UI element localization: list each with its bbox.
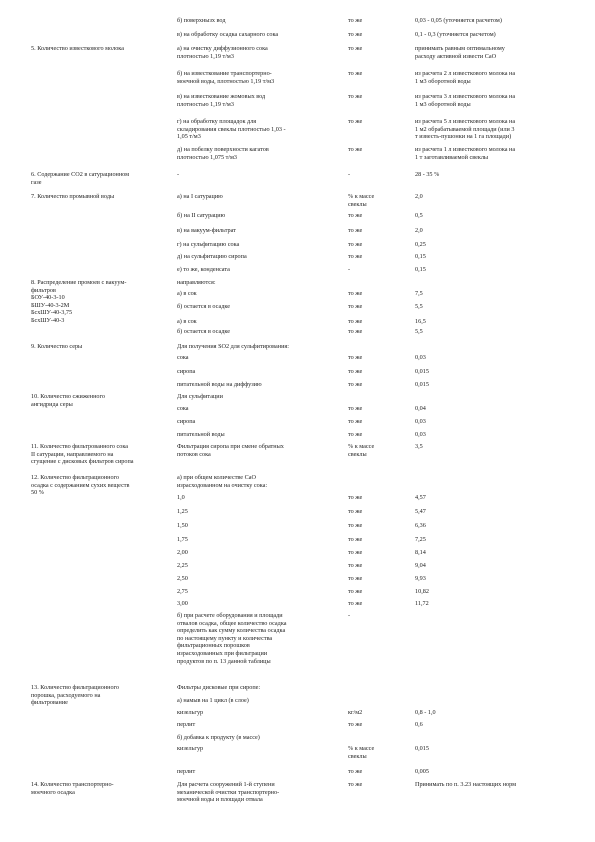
table-cell-c2: питательной воды [177,431,225,438]
table-cell-c2: б) при расчете оборудования и площади отвалов осадка, общее количество осадка определить как сумму количества осадка по настоящему пункту и количества фильтрационных порошков израсходованных при фильтрации продуктов по п. 13 данной таблицы [177,612,287,665]
table-cell-c2: в) на обработку осадка сахарного сока [177,31,279,38]
table-cell-c2: а) при общем количестве CaO израсходованном на очистку сока: [177,474,268,489]
table-cell-c3: то же [348,303,363,310]
table-cell-c3: % к массе свеклы [348,443,375,458]
table-cell-c1: 7. Количество промывной воды [31,193,115,200]
table-cell-c3: то же [348,418,363,425]
table-cell-c2: 2,25 [177,562,188,569]
table-cell-c4: 9,04 [415,562,426,569]
table-cell-c3: то же [348,253,363,260]
table-cell-c2: в) на известкование жомовых вод плотностью 1,19 т/м3 [177,93,266,108]
table-cell-c2: г) на обработку площадок для складирования свеклы плотностью 1,03 - 1,05 т/м3 [177,118,286,141]
table-cell-c1: 6. Содержание CO2 в сатурационном газе [31,171,130,186]
table-cell-c2: 1,0 [177,494,185,501]
table-cell-c2: перлит [177,721,196,728]
table-cell-c1: 12. Количество фильтрационного осадка с содержанием сухих веществ 50 % [31,474,130,497]
table-cell-c2: б) остается в осадке [177,303,230,310]
table-cell-c3: то же [348,588,363,595]
table-cell-c1: 11. Количество фильтрованного сока II сатурации, направляемого на сгущение с дисковых фильтров сиропа [31,443,134,466]
table-cell-c3: % к массе свеклы [348,193,375,208]
table-cell-c3: то же [348,45,363,52]
table-cell-c4: 0,6 [415,721,423,728]
table-cell-c2: б) остается в осадке [177,328,230,335]
table-cell-c2: 3,00 [177,600,188,607]
table-cell-c2: питательной воды на диффузию [177,381,262,388]
table-cell-c4: 0,25 [415,241,426,248]
table-cell-c3: то же [348,290,363,297]
table-cell-c3: то же [348,146,363,153]
table-cell-c2: а) на очистку диффузионного сока плотностью 1,19 т/м3 [177,45,268,60]
table-cell-c4: 5,5 [415,328,423,335]
table-cell-c4: из расчета 1 л известкового молока на 1 т заготавливаемой свеклы [415,146,516,161]
table-cell-c1: 14. Количество транспортерно- моечного осадка [31,781,114,796]
table-cell-c3: то же [348,212,363,219]
table-cell-c2: г) на сульфитацию сока [177,241,240,248]
table-cell-c2: перлит [177,768,196,775]
table-cell-c2: е) то же, конденсата [177,266,230,273]
table-cell-c3: то же [348,93,363,100]
table-cell-c4: 3,5 [415,443,423,450]
table-cell-c2: б) на II сатурацию [177,212,226,219]
table-cell-c4: 6,36 [415,522,426,529]
table-cell-c4: 0,15 [415,253,426,260]
table-cell-c4: принимать равным оптимальному расходу активной извести CaO [415,45,505,60]
table-cell-c1: 9. Количество серы [31,343,83,350]
table-cell-c4: 7,5 [415,290,423,297]
table-cell-c2: направляются: [177,279,216,286]
table-cell-c2: кизельгур [177,745,204,752]
table-cell-c4: из расчета 3 л известкового молока на 1 м3 оборотной воды [415,93,516,108]
table-cell-c3: то же [348,318,363,325]
table-cell-c3: то же [348,781,363,788]
table-cell-c3: то же [348,405,363,412]
table-cell-c4: 0,03 - 0,05 (уточняется расчетом) [415,17,502,24]
table-cell-c4: Принимать по п. 3.23 настоящих норм [415,781,517,788]
table-cell-c4: 5,47 [415,508,426,515]
table-cell-c3: то же [348,575,363,582]
table-cell-c2: а) на I сатурацию [177,193,223,200]
table-cell-c4: 5,5 [415,303,423,310]
table-cell-c3: то же [348,721,363,728]
table-cell-c2: Фильтрация сиропа при смене обратных потоков сока [177,443,284,458]
table-cell-c3: то же [348,328,363,335]
table-cell-c4: 0,1 - 0,3 (уточняется расчетом) [415,31,496,38]
table-cell-c4: из расчета 5 л известкового молока на 1 м2 обрабатываемой площади (или 3 т известь-пушонки на 1 га площади) [415,118,516,141]
table-cell-c3: то же [348,368,363,375]
table-cell-c4: 0,15 [415,266,426,273]
table-cell-c2: кизельгур [177,709,204,716]
table-cell-c3: то же [348,354,363,361]
table-cell-c4: 4,57 [415,494,426,501]
table-cell-c3: то же [348,70,363,77]
table-cell-c4: 0,03 [415,431,426,438]
table-cell-c2: д) на сульфитацию сиропа [177,253,247,260]
table-cell-c2: 1,75 [177,536,188,543]
table-cell-c3: % к массе свеклы [348,745,375,760]
table-cell-c3: то же [348,536,363,543]
table-cell-c3: то же [348,227,363,234]
table-cell-c2: 1,50 [177,522,188,529]
table-cell-c2: а) намыв на 1 цикл (в слое) [177,697,249,704]
table-cell-c2: б) на известкование транспортерно- моечной воды, плотностью 1,19 т/м3 [177,70,275,85]
table-cell-c2: б) поверхнызх вод [177,17,226,24]
table-cell-c3: то же [348,31,363,38]
table-cell-c2: б) добавка к продукту (в массе) [177,734,260,741]
table-cell-c4: 11,72 [415,600,429,607]
table-cell-c4: 0,015 [415,368,429,375]
table-cell-c4: 9,93 [415,575,426,582]
table-cell-c1: 5. Количество известкового молока [31,45,124,52]
table-cell-c4: 10,82 [415,588,429,595]
table-cell-c2: сиропа [177,368,196,375]
table-cell-c2: 2,50 [177,575,188,582]
table-cell-c2: - [177,171,180,178]
table-cell-c4: 0,015 [415,381,429,388]
table-cell-c3: то же [348,494,363,501]
table-cell-c2: в) на вакуум-фильтрат [177,227,236,234]
table-cell-c4: из расчета 2 л известкового молока на 1 м3 оборотной воды [415,70,516,85]
table-cell-c3: то же [348,118,363,125]
table-cell-c4: 0,04 [415,405,426,412]
table-cell-c2: Фильтры дисковые при сиропе: [177,684,261,691]
table-cell-c4: 0,5 [415,212,423,219]
table-cell-c3: то же [348,522,363,529]
table-cell-c4: 28 - 35 % [415,171,440,178]
table-cell-c3: то же [348,17,363,24]
table-cell-c3: то же [348,768,363,775]
table-cell-c2: а) в сок [177,318,197,325]
table-cell-c2: сока [177,354,189,361]
table-cell-c2: сока [177,405,189,412]
table-cell-c3: - [348,612,351,619]
table-cell-c3: - [348,171,351,178]
table-cell-c3: то же [348,381,363,388]
table-cell-c4: 2,0 [415,227,423,234]
table-cell-c3: то же [348,562,363,569]
table-cell-c4: 7,25 [415,536,426,543]
table-cell-c4: 0,005 [415,768,429,775]
table-cell-c3: то же [348,508,363,515]
table-cell-c4: 0,03 [415,418,426,425]
table-cell-c4: 16,5 [415,318,426,325]
table-cell-c3: то же [348,549,363,556]
table-cell-c3: то же [348,431,363,438]
table-cell-c4: 0,8 - 1,0 [415,709,436,716]
table-cell-c2: Для сульфитации [177,393,223,400]
table-cell-c1: 13. Количество фильтрационного порошка, расходуемого на фильтрование [31,684,120,707]
table-cell-c2: д) на побелку поверхности кагатов плотностью 1,075 т/м3 [177,146,269,161]
table-cell-c3: то же [348,600,363,607]
table-cell-c1: 10. Количество сжиженного ангидрида серы [31,393,105,408]
table-cell-c2: 2,75 [177,588,188,595]
table-cell-c2: Для расчета сооружений 1-й ступени механической очистки транспортерно- моечной воды и площади отвала [177,781,280,804]
table-cell-c4: 2,0 [415,193,423,200]
table-cell-c2: сиропа [177,418,196,425]
table-cell-c2: Для получения SO2 для сульфитирования: [177,343,289,350]
table-cell-c2: а) в сок [177,290,197,297]
table-cell-c1: 8. Распределение промоев с вакуум- фильтров БОУ-40-3-10 БШУ-40-3-2М БсхШУ-40-3,75 БсхШУ-40-3 [31,279,127,324]
table-cell-c2: 1,25 [177,508,188,515]
table-cell-c2: 2,00 [177,549,188,556]
table-cell-c3: кг/м2 [348,709,363,716]
table-cell-c3: то же [348,241,363,248]
table-cell-c4: 0,03 [415,354,426,361]
table-cell-c4: 8,14 [415,549,426,556]
table-cell-c4: 0,015 [415,745,429,752]
table-cell-c3: - [348,266,351,273]
